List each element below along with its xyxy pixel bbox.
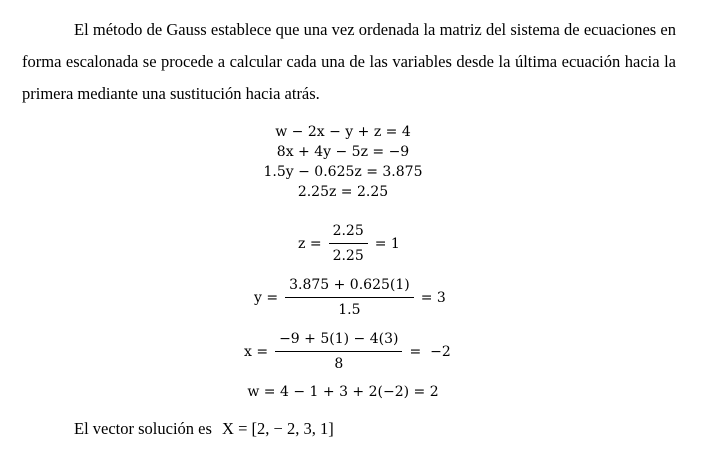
conclusion-text: El vector solución es bbox=[74, 419, 212, 438]
system-equation-2: 8x + 4y − 5z = −9 bbox=[276, 144, 410, 160]
solve-z-lhs: z = bbox=[298, 235, 322, 252]
solve-y-equation bbox=[250, 276, 450, 319]
solve-z-denominator: 2.25 bbox=[332, 248, 364, 264]
solve-x-rhs: = −2 bbox=[409, 343, 451, 360]
system-equation-4: 2.25z = 2.25 bbox=[297, 184, 389, 200]
solve-y-lhs: y = bbox=[254, 289, 279, 306]
solve-x-denominator: 8 bbox=[334, 356, 344, 372]
solve-x-lhs: x = bbox=[244, 343, 269, 360]
intro-paragraph: El método de Gauss establece que una vez ordenada la matriz del sistema de ecuaciones en forma escalonada se procede a calcular cada una de las variables desde la última ecuación hacia la primera mediante una sustitución hacia atrás. bbox=[22, 20, 676, 103]
solve-z-equation bbox=[294, 222, 404, 265]
solve-z-fraction bbox=[329, 222, 368, 265]
equation-system bbox=[220, 122, 466, 202]
solve-y-denominator: 1.5 bbox=[338, 302, 361, 318]
solve-x-fraction bbox=[275, 330, 402, 373]
solve-y-fraction bbox=[285, 276, 414, 319]
solution-vector: X = [2, − 2, 3, 1] bbox=[222, 419, 334, 438]
solve-w-equation: w = 4 − 1 + 3 + 2(−2) = 2 bbox=[247, 384, 439, 400]
solve-x-equation bbox=[240, 330, 455, 373]
system-equation-1: w − 2x − y + z = 4 bbox=[275, 124, 411, 140]
conclusion-line bbox=[74, 417, 334, 441]
solve-y-numerator: 3.875 + 0.625(1) bbox=[285, 276, 414, 298]
solve-z-rhs: = 1 bbox=[374, 235, 400, 252]
solve-y-rhs: = 3 bbox=[420, 289, 446, 306]
solve-z-numerator: 2.25 bbox=[329, 222, 368, 244]
solve-x-numerator: −9 + 5(1) − 4(3) bbox=[275, 330, 402, 352]
system-equation-3: 1.5y − 0.625z = 3.875 bbox=[263, 164, 423, 180]
